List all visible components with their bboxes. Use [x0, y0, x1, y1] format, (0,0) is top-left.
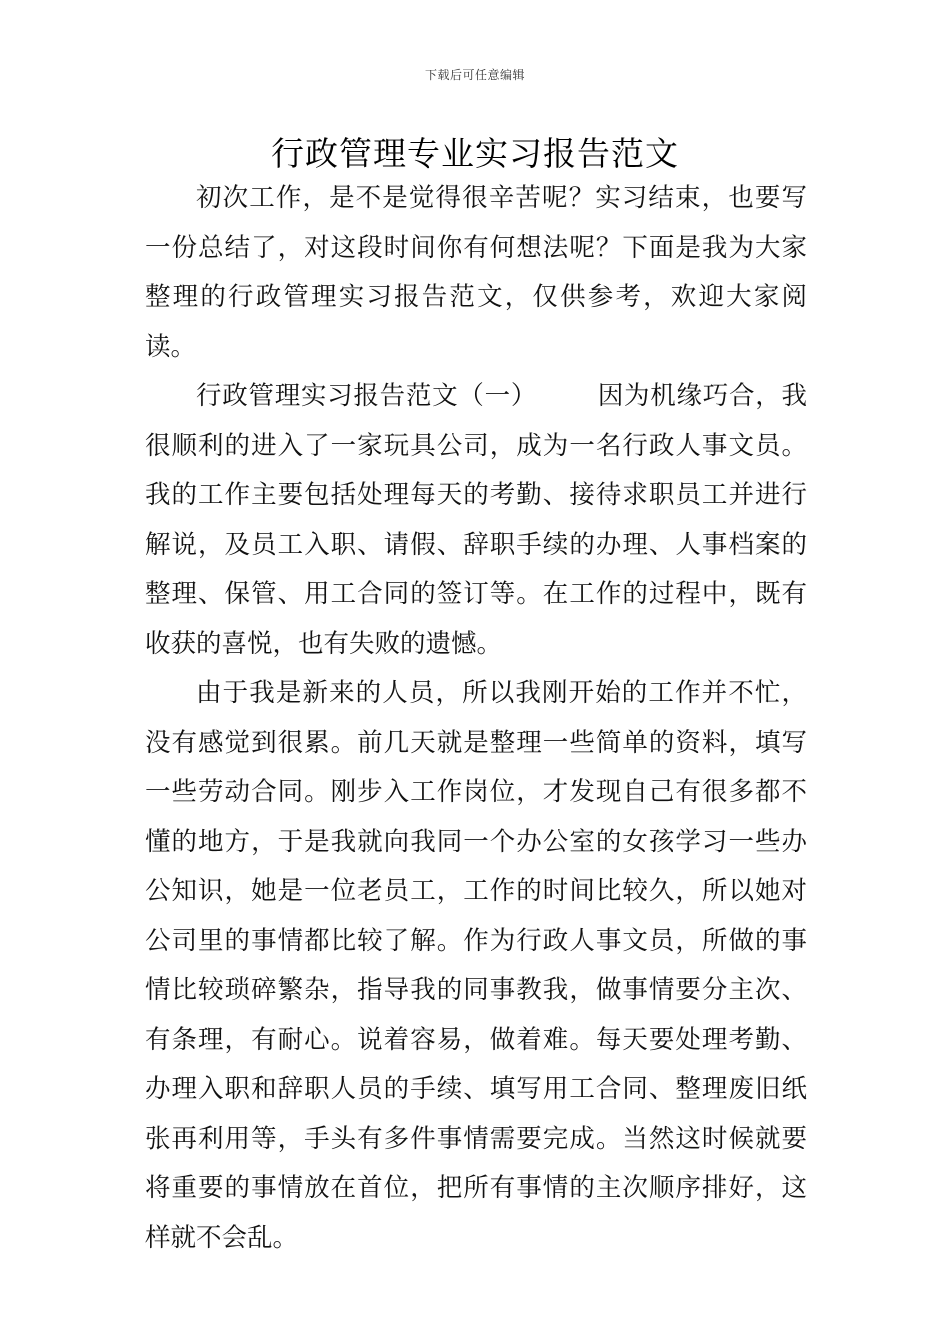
section-first-text: 因为机缘巧合，我很顺利的进入了一家玩具公司，成为一名行政人事文员。我的工作主要包括处理每天的考勤、接待求职员工并进行解说，及员工入职、请假、辞职手续的办理、人事档案的整理、保管、用工合同的签订等。在工作的过程中，既有收获的喜悦，也有失败的遗憾。	[145, 381, 807, 659]
document-body	[145, 174, 807, 1263]
section-heading: 行政管理实习报告范文（一）	[196, 381, 538, 411]
header-note: 下载后可任意编辑	[424, 68, 525, 82]
document-title: 行政管理专业实习报告范文	[271, 134, 679, 173]
intro-paragraph: 初次工作，是不是觉得很辛苦呢？实习结束，也要写一份总结了，对这段时间你有何想法呢？下面是我为大家整理的行政管理实习报告范文，仅供参考，欢迎大家阅读。	[145, 183, 807, 362]
body-paragraph-2: 由于我是新来的人员，所以我刚开始的工作并不忙，没有感觉到很累。前几天就是整理一些简单的资料，填写一些劳动合同。刚步入工作岗位，才发现自己有很多都不懂的地方，于是我就向我同一个办公室的女孩学习一些办公知识，她是一位老员工，工作的时间比较久，所以她对公司里的事情都比较了解。作为行政人事文员，所做的事情比较琐碎繁杂，指导我的同事教我，做事情要分主次、有条理，有耐心。说着容易，做着难。每天要处理考勤、办理入职和辞职人员的手续、填写用工合同、整理废旧纸张再利用等，手头有多件事情需要完成。当然这时候就要将重要的事情放在首位，把所有事情的主次顺序排好，这样就不会乱。	[145, 678, 807, 1253]
section-paragraph	[145, 372, 807, 669]
